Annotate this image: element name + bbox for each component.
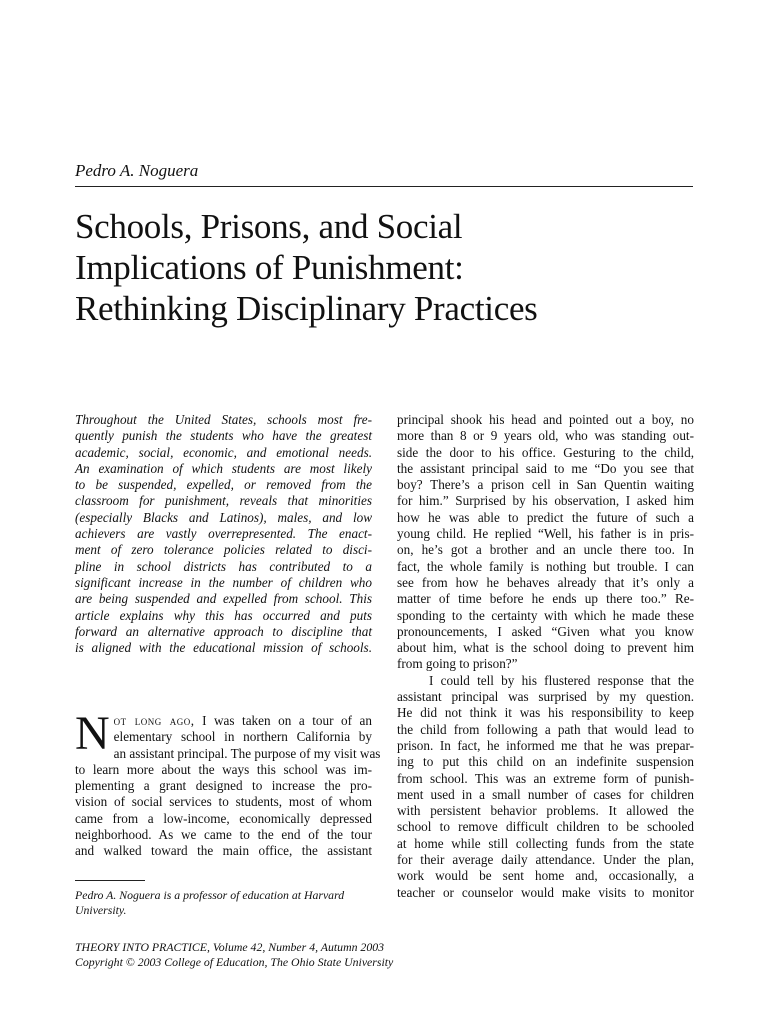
body-column-left (75, 707, 381, 860)
title-line: Implications of Punishment: (75, 248, 464, 287)
body-line: ment used in a small number of cases for children (397, 786, 694, 802)
abstract-line: Throughout the United States, schools most fre- (75, 412, 372, 427)
abstract-line: to be suspended, expelled, or removed from the (75, 477, 372, 493)
body-line: to learn more about the ways this school was im- (75, 761, 372, 777)
body-line: principal shook his head and pointed out a boy, no (397, 412, 694, 427)
abstract-line: (especially Blacks and Latinos), males, and low (75, 509, 372, 525)
abstract-line: An examination of which students are most likely (75, 460, 372, 476)
copyright-line: Copyright © 2003 College of Education, The Ohio State University (75, 955, 394, 969)
body-line: at home while still collecting funds from the state (397, 835, 694, 851)
body-line: young child. He replied “Well, his father is in pris- (397, 526, 694, 542)
body-line: sponding to the certainty with which he made these (397, 607, 694, 623)
body-line: the assistant principal said to me “Do you see that (397, 460, 694, 476)
author-name: Pedro A. Noguera (75, 161, 199, 180)
abstract-line: achievers are vastly overrepresented. The enact- (75, 526, 372, 542)
body-line: see from how he behaves already that it’s only a (397, 574, 694, 590)
footnote-rule (75, 880, 145, 881)
body-line (75, 713, 372, 729)
abstract-line: academic, social, economic, and emotional needs. (75, 444, 372, 460)
body-line: about him, what is the school doing to prevent him (397, 640, 694, 656)
body-line: with persistent behavior problems. It allowed the (397, 803, 694, 819)
journal-citation (75, 940, 393, 970)
small-caps-opening: ot long ago, (113, 713, 195, 728)
body-line: teacher or counselor would make visits to monitor (397, 884, 694, 900)
body-line: for him.” Surprised by his observation, I asked him (397, 493, 694, 509)
abstract-line: ment of zero tolerance policies related to disci- (75, 542, 372, 558)
abstract-line: classroom for punishment, reveals that minorities (75, 493, 372, 509)
body-line: fact, the whole family is nothing but trouble. I can (397, 558, 694, 574)
body-line: I could tell by his flustered response that the (429, 672, 694, 688)
footnote-line: Pedro A. Noguera is a professor of education at Harvard (75, 888, 345, 902)
abstract-line: pline in school districts has contributed to a (75, 558, 372, 574)
footnote-line: University. (75, 903, 127, 917)
body-line: prison. In fact, he informed me that he was prepar- (397, 737, 694, 753)
body-line: from going to prison?” (397, 656, 518, 672)
body-line: work would be sent home and, occasionally, a (397, 868, 694, 884)
abstract-line: article explains why this has occurred and puts (75, 607, 372, 623)
title-line: Schools, Prisons, and Social (75, 207, 463, 246)
body-line: boy? There’s a prison cell in San Quentin waiting (397, 477, 694, 493)
body-line: from school. This was an extreme form of punish- (397, 770, 694, 786)
body-line: the child from following a path that would lead to (397, 721, 694, 737)
body-line: vision of social services to students, most of whom (75, 794, 372, 810)
journal-line: THEORY INTO PRACTICE, Volume 42, Number 4, Autumn 2003 (75, 940, 385, 954)
body-line: plementing a grant designed to increase the pro- (75, 778, 372, 794)
abstract-line: forward an alternative approach to discipline that (75, 623, 372, 639)
abstract-line: significant increase in the number of children who (75, 574, 372, 590)
body-line: He did not think it was his responsibility to keep (397, 705, 694, 721)
author-footnote (75, 888, 372, 918)
article-title (75, 206, 693, 329)
body-line: how he was able to predict the future of such a (397, 509, 694, 525)
body-line: ing to put this child on an indefinite suspension (397, 754, 694, 770)
body-line: more than 8 or 9 years old, who was standing out- (397, 428, 694, 444)
abstract-line: quently punish the students who have the greatest (75, 428, 372, 444)
header-rule (75, 186, 693, 187)
body-line: pronouncements, I asked “Given what you know (397, 623, 694, 639)
drop-cap: N (75, 707, 110, 760)
body-line: came from a low-income, economically depressed (75, 810, 372, 826)
body-text: I was taken on a tour of an (194, 713, 372, 728)
abstract (75, 412, 372, 656)
body-line: side the door to his office. Gesturing to the child, (397, 444, 694, 460)
body-line: matter of time before he ends up there too.” Re- (397, 591, 694, 607)
body-line: and walked toward the main office, the assistant (75, 843, 372, 859)
title-line: Rethinking Disciplinary Practices (75, 289, 538, 328)
body-line: school to remove difficult children to be schooled (397, 819, 694, 835)
body-column-right (397, 412, 694, 901)
abstract-line: is aligned with the educational mission of schools. (75, 640, 372, 656)
body-line: elementary school in northern California by (113, 729, 372, 745)
body-line: neighborhood. As we came to the end of the tour (75, 827, 372, 843)
body-line: assistant principal was surprised by my question. (397, 689, 694, 705)
abstract-line: are being suspended and expelled from school. This (75, 591, 372, 607)
body-line: for their average daily attendance. Under the plan, (397, 852, 694, 868)
body-line: on, he’s got a brother and an uncle there too. In (397, 542, 694, 558)
body-line: an assistant principal. The purpose of my visit was (113, 745, 381, 761)
